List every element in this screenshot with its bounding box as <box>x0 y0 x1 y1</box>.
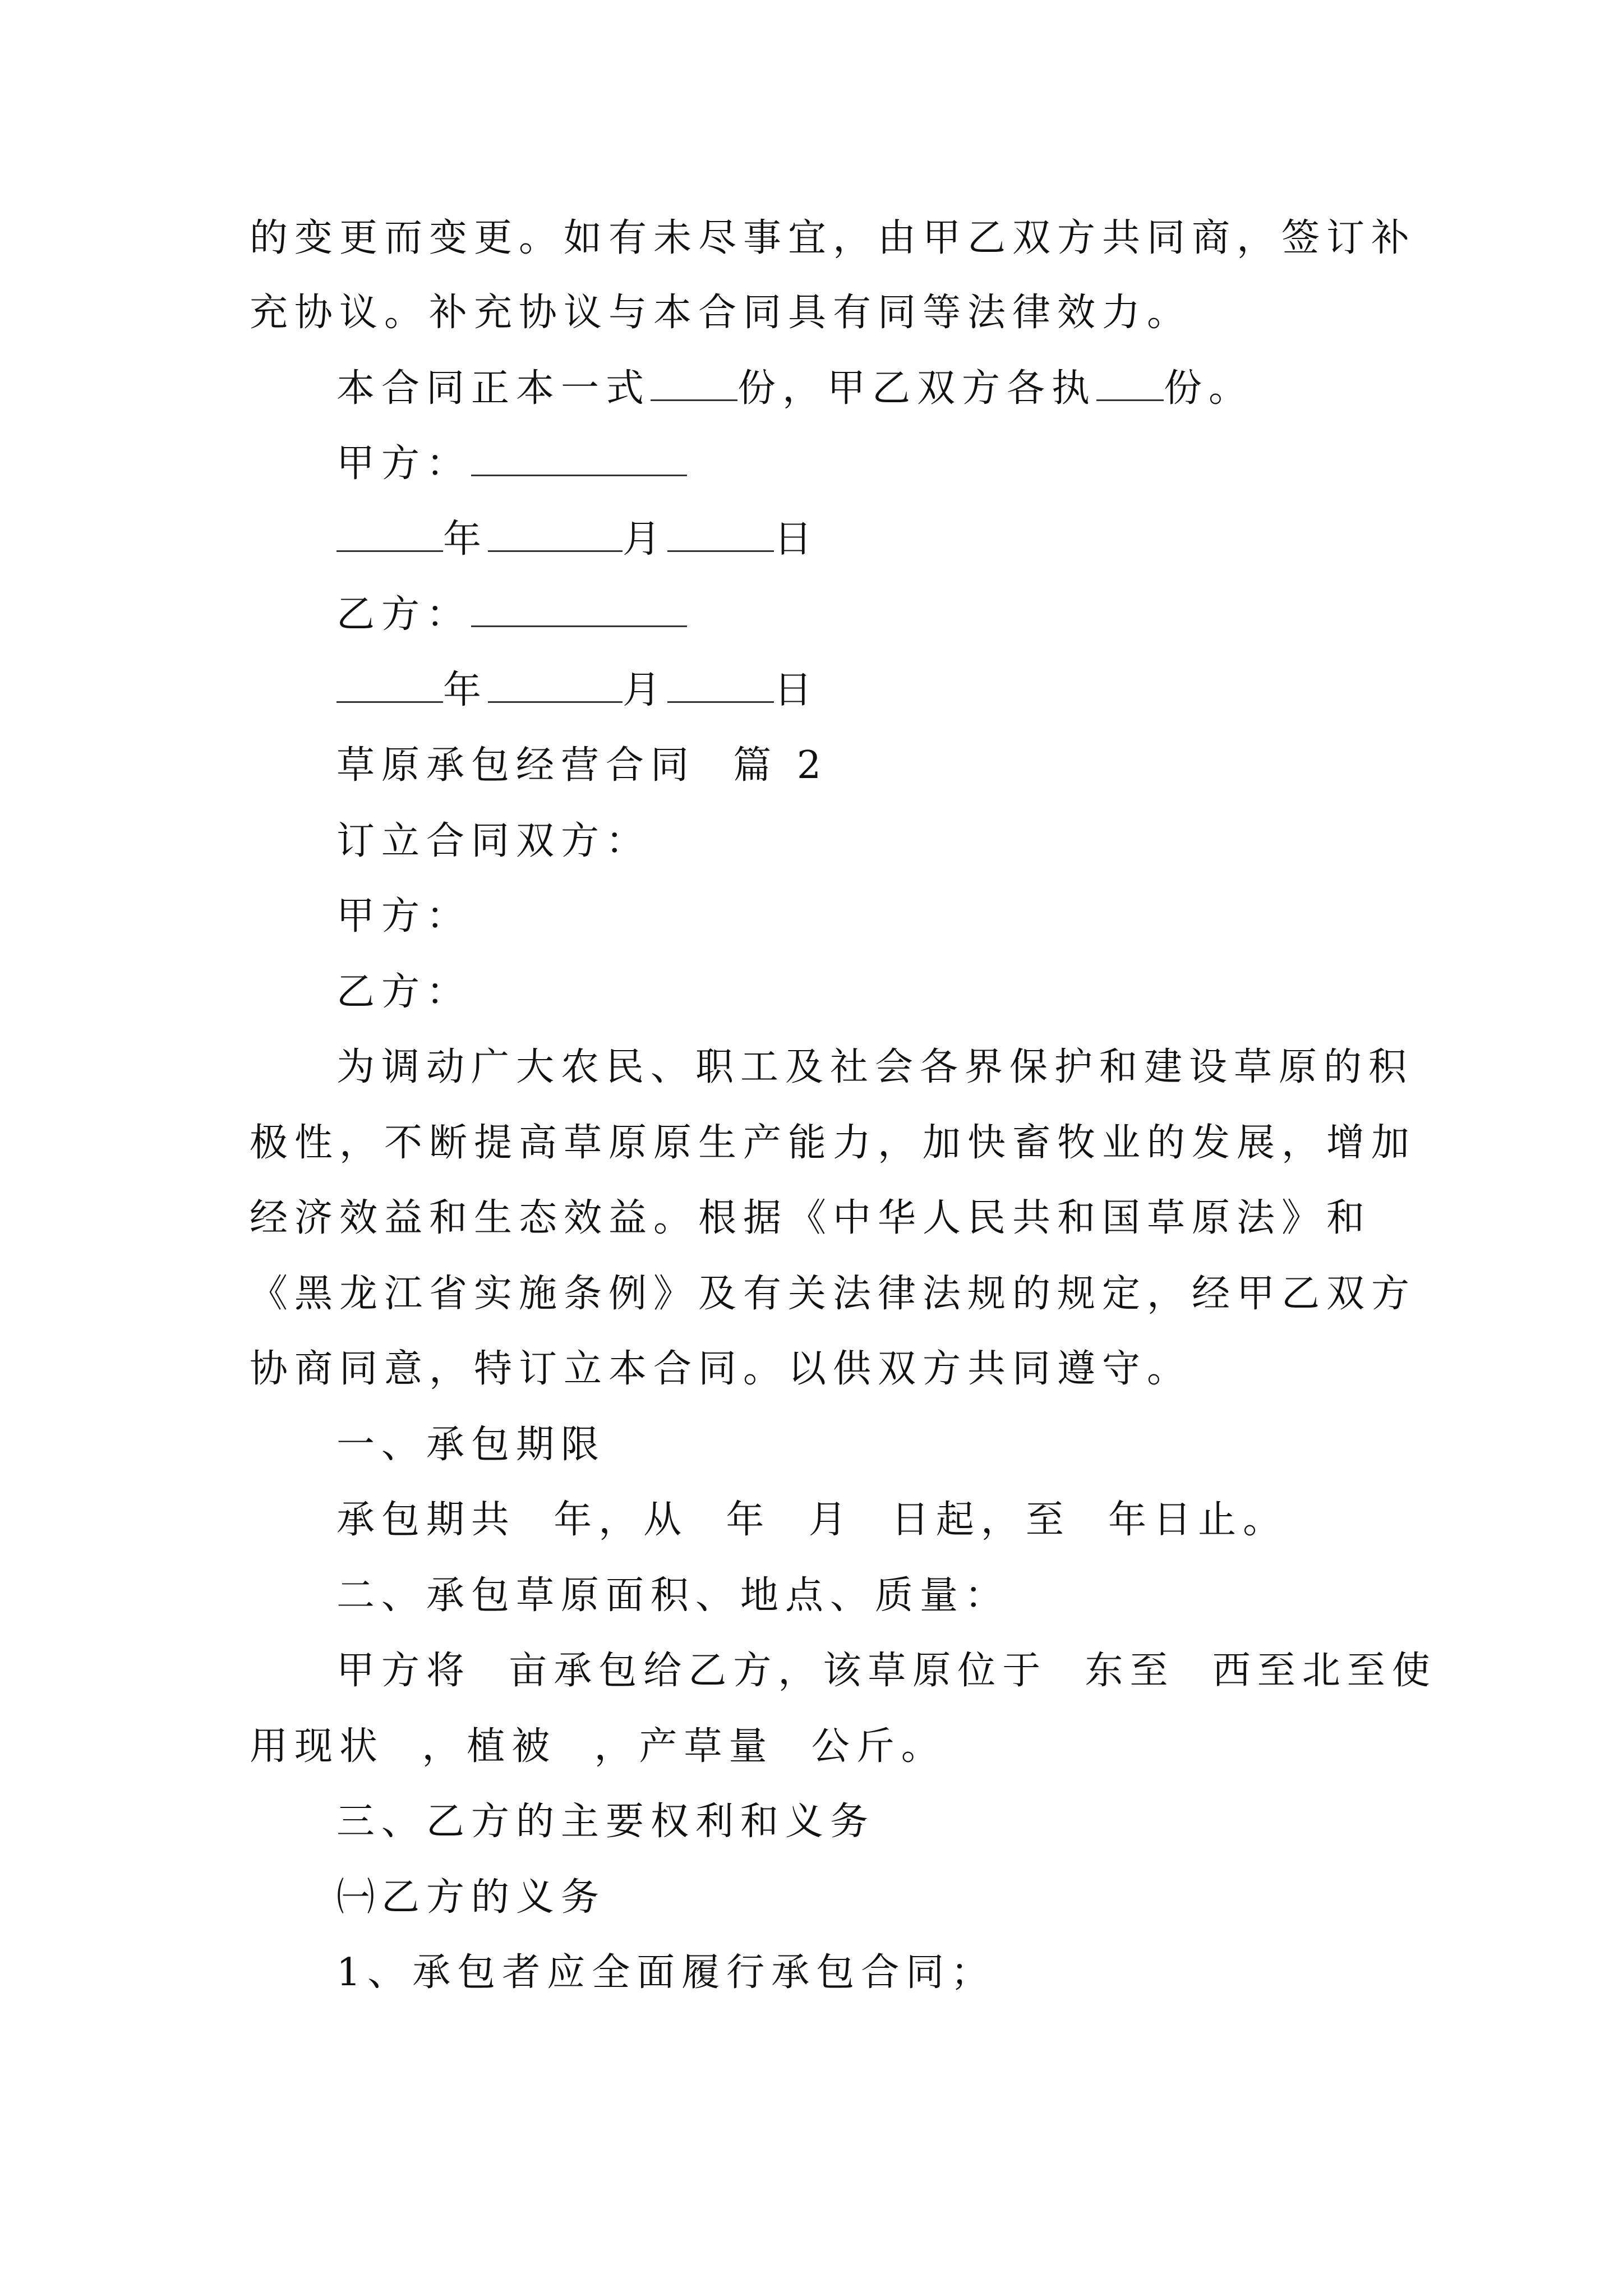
area-line2: 用现状 ，植被 ，产草量 公斤。 <box>250 1724 946 1769</box>
date-a-day: 日 <box>774 517 819 562</box>
term-clause: 承包期共 年，从 年 月 日起，至 年日止。 <box>336 1498 1288 1542</box>
subheading-obligations: ㈠乙方的义务 <box>336 1875 606 1920</box>
heading-term: 一、承包期限 <box>336 1423 606 1467</box>
date-a-month-blank <box>488 517 623 552</box>
date-a-line <box>336 512 1623 568</box>
copies-blank-total <box>651 366 737 401</box>
copies-blank-each <box>1096 366 1164 401</box>
party-b-label: 乙方： <box>336 970 472 1014</box>
party-b-sign-label: 乙方： <box>336 592 472 637</box>
date-a-day-blank <box>667 517 774 552</box>
date-b-year: 年 <box>443 668 488 712</box>
preamble-line2: 极性，不断提高草原原生产能力，加快畜牧业的发展，增加 <box>250 1121 1417 1165</box>
party-a-signature-line <box>336 436 1623 492</box>
date-b-year-blank <box>336 668 443 703</box>
copies-text-1: 本合同正本一式 <box>336 366 651 411</box>
preamble-line5: 协商同意，特订立本合同。以供双方共同遵守。 <box>250 1347 1192 1391</box>
date-a-month: 月 <box>623 517 668 562</box>
party-a-sign-label: 甲方： <box>336 441 472 486</box>
party-b-sign-blank <box>471 592 687 627</box>
preamble-line3: 经济效益和生态效益。根据《中华人民共和国草原法》和 <box>250 1196 1372 1240</box>
heading-rights: 三、乙方的主要权利和义务 <box>336 1800 875 1844</box>
para1-line2: 充协议。补充协议与本合同具有同等法律效力。 <box>250 291 1192 335</box>
party-b-signature-line <box>336 587 1623 643</box>
copies-text-2: 份，甲乙双方各执 <box>737 366 1097 411</box>
date-b-day: 日 <box>774 668 819 712</box>
preamble-line1: 为调动广大农民、职工及社会各界保护和建设草原的积 <box>336 1045 1414 1089</box>
parties-heading: 订立合同双方： <box>336 819 651 863</box>
obligation-item-1: 1、承包者应全面履行承包合同； <box>336 1950 996 1995</box>
date-a-year: 年 <box>443 517 488 562</box>
para1-line1: 的变更而变更。如有未尽事宜，由甲乙双方共同商，签订补 <box>250 216 1417 260</box>
section-title: 草原承包经营合同 篇 2 <box>336 743 828 788</box>
date-b-line <box>336 662 1623 719</box>
heading-area: 二、承包草原面积、地点、质量： <box>336 1573 1010 1618</box>
date-b-month: 月 <box>623 668 668 712</box>
area-line1: 甲方将 亩承包给乙方，该草原位于 东至 西至北至使 <box>336 1649 1437 1693</box>
copies-text-3: 份。 <box>1164 366 1254 411</box>
date-b-day-blank <box>667 668 774 703</box>
party-a-label: 甲方： <box>336 894 472 938</box>
date-b-month-blank <box>488 668 623 703</box>
copies-clause <box>336 361 1623 417</box>
party-a-sign-blank <box>471 441 687 476</box>
date-a-year-blank <box>336 517 443 552</box>
preamble-line4: 《黑龙江省实施条例》及有关法律法规的规定，经甲乙双方 <box>250 1272 1417 1316</box>
